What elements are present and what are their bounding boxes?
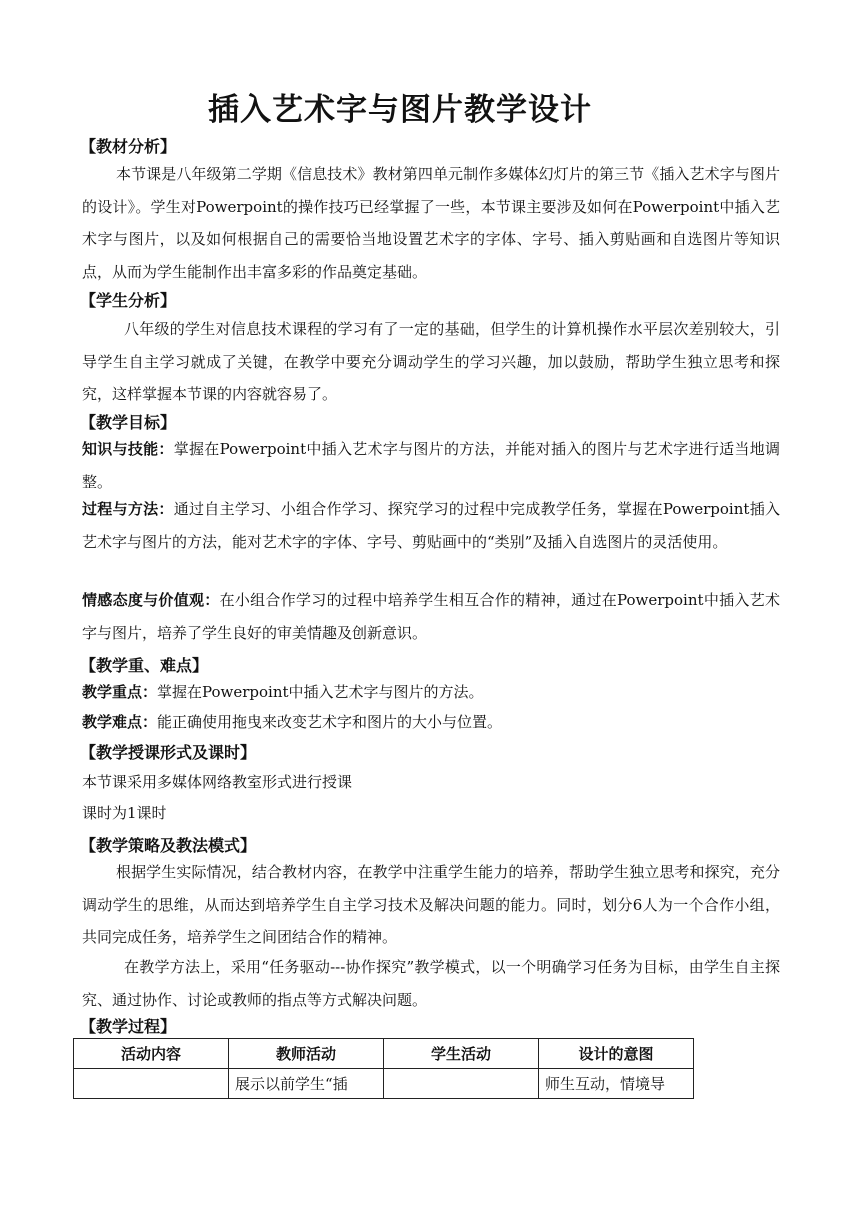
- table-header-row: [74, 1039, 694, 1069]
- table-header-cell: 教师活动: [229, 1039, 384, 1069]
- goal-emotion-text: 在小组合作学习的过程中培养学生相互合作的精神，通过在Powerpoint中插入艺术字与图片，培养了学生良好的审美情趣及创新意识。: [82, 591, 780, 642]
- table-header-cell: 学生活动: [384, 1039, 539, 1069]
- page-title: 插入艺术字与图片教学设计: [208, 92, 592, 128]
- goal-emotion: [82, 584, 780, 649]
- goal-emotion-label: 情感态度与价值观：: [82, 591, 220, 609]
- key-point-label: 教学重点：: [82, 683, 158, 701]
- hard-point-text: 能正确使用拖曳来改变艺术字和图片的大小与位置。: [157, 713, 503, 731]
- table-header-cell: 活动内容: [74, 1039, 229, 1069]
- hard-point: [82, 706, 780, 739]
- section-heading-goals: 【教学目标】: [80, 413, 177, 432]
- section-heading-process: 【教学过程】: [80, 1017, 177, 1036]
- hard-point-label: 教学难点：: [82, 713, 158, 731]
- section-heading-students: 【学生分析】: [80, 291, 177, 310]
- key-point-text: 掌握在Powerpoint中插入艺术字与图片的方法。: [157, 683, 484, 701]
- table-cell: 师生互动，情境导: [539, 1069, 694, 1099]
- strategy-paragraph-1: 根据学生实际情况，结合教材内容，在教学中注重学生能力的培养，帮助学生独立思考和探究，充分调动学生的思维，从而达到培养学生自主学习技术及解决问题的能力。同时，划分6人为一个合作小组，共同完成任务，培养学生之间团结合作的精神。: [82, 863, 780, 947]
- material-paragraph: 本节课是八年级第二学期《信息技术》教材第四单元制作多媒体幻灯片的第三节《插入艺术字与图片的设计》。学生对Powerpoint的操作技巧已经掌握了一些，本节课主要涉及如何在Powerpoint中插入艺术字与图片，以及如何根据自己的需要恰当地设置艺术字的字体、字号、插入剪贴画和自选图片等知识点，从而为学生能制作出丰富多彩的作品奠定基础。: [82, 165, 780, 281]
- table-cell: [74, 1069, 229, 1099]
- table-cell: [384, 1069, 539, 1099]
- students-paragraph: 八年级的学生对信息技术课程的学习有了一定的基础，但学生的计算机操作水平层次差别较大，引导学生自主学习就成了关键，在教学中要充分调动学生的学习兴趣，加以鼓励，帮助学生独立思考和探究，这样掌握本节课的内容就容易了。: [82, 320, 780, 404]
- form-line-1: 本节课采用多媒体网络教室形式进行授课: [82, 773, 353, 791]
- section-heading-strategy: 【教学策略及教法模式】: [80, 836, 257, 855]
- goal-process-text: 通过自主学习、小组合作学习、探究学习的过程中完成教学任务，掌握在Powerpoint插入艺术字与图片的方法，能对艺术字的字体、字号、剪贴画中的“类别”及插入自选图片的灵活使用。: [82, 500, 780, 551]
- goal-process: [82, 493, 780, 558]
- process-table: [73, 1038, 694, 1099]
- section-heading-keypoints: 【教学重、难点】: [80, 656, 209, 675]
- table-cell: 展示以前学生“插: [229, 1069, 384, 1099]
- goal-knowledge: [82, 433, 780, 498]
- strategy-paragraph-2: 在教学方法上，采用“任务驱动---协作探究”教学模式，以一个明确学习任务为目标，由学生自主探究、通过协作、讨论或教师的指点等方式解决问题。: [82, 958, 780, 1009]
- table-row: [74, 1069, 694, 1099]
- section-heading-material: 【教材分析】: [80, 137, 177, 156]
- goal-knowledge-label: 知识与技能：: [82, 440, 174, 458]
- key-point: [82, 676, 780, 709]
- goal-process-label: 过程与方法：: [82, 500, 174, 518]
- goal-knowledge-text: 掌握在Powerpoint中插入艺术字与图片的方法，并能对插入的图片与艺术字进行适当地调整。: [82, 440, 780, 491]
- table-header-cell: 设计的意图: [539, 1039, 694, 1069]
- form-line-2: 课时为1课时: [82, 804, 167, 822]
- section-heading-form: 【教学授课形式及课时】: [80, 743, 257, 762]
